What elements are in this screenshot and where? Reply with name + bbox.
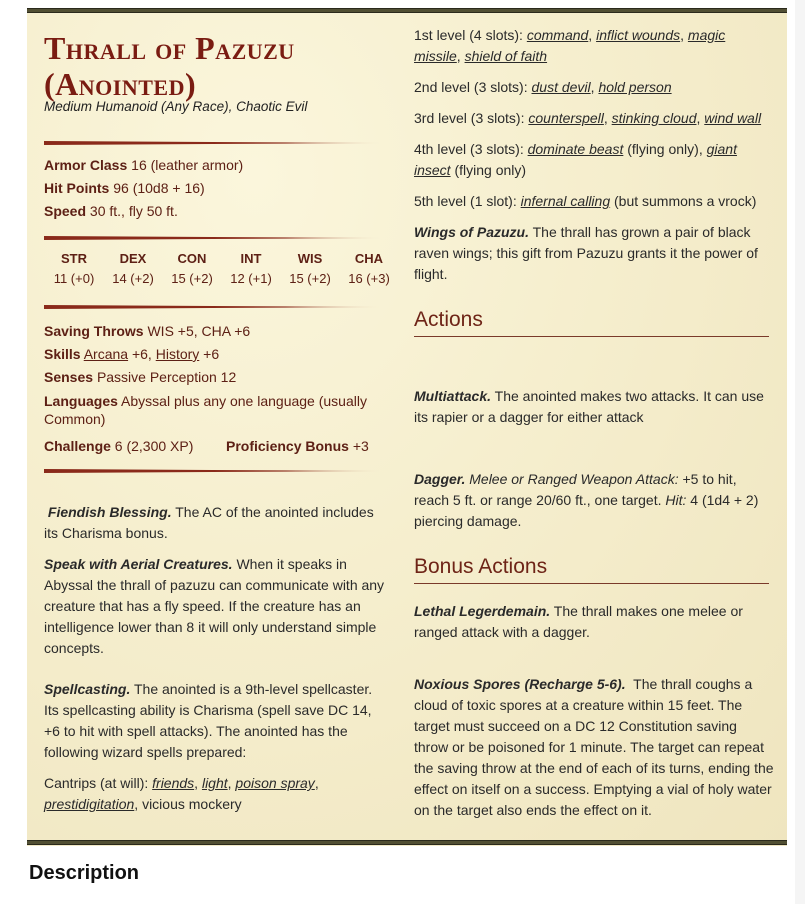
bonus-lethal-legerdemain: Lethal Legerdemain. The thrall makes one melee or ranged attack with a dagger. <box>414 603 743 640</box>
divider-rule <box>44 141 389 145</box>
spell-link[interactable]: infernal calling <box>520 193 611 209</box>
spell-level-4: 4th level (3 slots): dominate beast (flying only), giant insect (flying only) <box>414 141 737 178</box>
spell-link[interactable]: inflict wounds <box>596 27 681 43</box>
speed-line: Speed 30 ft., fly 50 ft. <box>44 203 178 219</box>
spell-link[interactable]: dust devil <box>531 79 591 95</box>
ability-con: CON 15 (+2) <box>171 251 213 286</box>
trait-fiendish-blessing: Fiendish Blessing. The AC of the anointed includes its Charisma bonus. <box>44 504 374 541</box>
spell-link[interactable]: dominate beast <box>527 141 624 157</box>
ability-dex: DEX 14 (+2) <box>112 251 154 286</box>
stat-block-top-border <box>27 8 787 13</box>
spell-link[interactable]: shield of faith <box>464 48 548 64</box>
spell-link[interactable]: wind wall <box>704 110 762 126</box>
senses-line: Senses Passive Perception 12 <box>44 369 237 385</box>
skills-line: Skills Arcana +6, History +6 <box>44 346 220 362</box>
spell-link[interactable]: hold person <box>598 79 672 95</box>
bonus-noxious-spores: Noxious Spores (Recharge 5-6). The thrall coughs a cloud of toxic spores at a creature within 15 feet. The target must succeed on a DC 12 Constitution saving throw or be poisoned for 1 minute. The target can repeat the saving throw at the end of each of its turns, ending the effect on itself on a success. Emptying a vial of holy water on the target also ends the effect on it. <box>414 676 774 818</box>
skill-arcana-link[interactable]: Arcana <box>83 346 129 362</box>
stat-block-bottom-border <box>27 840 787 845</box>
action-multiattack: Multiattack. The anointed makes two attacks. It can use its rapier or a dagger for either attack <box>414 388 764 425</box>
skill-history-link[interactable]: History <box>155 346 200 362</box>
saving-throws-line: Saving Throws WIS +5, CHA +6 <box>44 323 251 339</box>
spell-link[interactable]: magic missile <box>414 27 726 64</box>
spell-link[interactable]: counterspell <box>528 110 604 126</box>
trait-spellcasting: Spellcasting. The anointed is a 9th-level spellcaster. Its spellcasting ability is Charisma (spell save DC 14, +6 to hit with spell attacks). The anointed has the following wizard spells prepared: <box>44 681 373 760</box>
spell-level-5: 5th level (1 slot): infernal calling (but summons a vrock) <box>414 193 757 209</box>
challenge-line: Challenge 6 (2,300 XP) <box>44 438 194 454</box>
spell-link[interactable]: command <box>526 27 589 43</box>
divider-rule <box>44 469 389 473</box>
monster-name: Thrall of Pazuzu (Anointed) <box>44 30 295 102</box>
bonus-actions-heading: Bonus Actions <box>414 555 769 584</box>
spell-level-1: 1st level (4 slots): command, inflict wounds, magic missile, shield of faith <box>414 27 726 64</box>
spell-link[interactable]: light <box>201 775 228 791</box>
ability-str: STR 11 (+0) <box>53 251 95 286</box>
languages-line: Languages Abyssal plus any one language (usually Common) <box>44 393 367 427</box>
stat-block <box>27 8 787 846</box>
spell-link[interactable]: giant insect <box>414 141 737 178</box>
ability-wis: WIS 15 (+2) <box>289 251 331 286</box>
ability-int: INT 12 (+1) <box>230 251 272 286</box>
description-heading: Description <box>29 862 140 884</box>
ability-cha: CHA 16 (+3) <box>348 251 390 286</box>
trait-wings-of-pazuzu: Wings of Pazuzu. The thrall has grown a pair of black raven wings; this gift from Pazuzu grants it the power of flight. <box>414 224 758 282</box>
actions-heading: Actions <box>414 308 769 337</box>
proficiency-bonus-line: Proficiency Bonus +3 <box>226 438 369 454</box>
spell-link[interactable]: friends <box>152 775 195 791</box>
trait-speak-with-aerial-creatures: Speak with Aerial Creatures. When it speaks in Abyssal the thrall of pazuzu can communicate with any creature that has a fly speed. If the creature has an intelligence lower than 8 it will only understand simple concepts. <box>44 556 385 656</box>
monster-type-line: Medium Humanoid (Any Race), Chaotic Evil <box>44 99 308 114</box>
spell-link[interactable]: stinking cloud <box>611 110 697 126</box>
spell-link[interactable]: poison spray <box>235 775 315 791</box>
cantrips-line: Cantrips (at will): friends, light, poison spray, prestidigitation, vicious mockery <box>44 775 319 812</box>
spell-level-2: 2nd level (3 slots): dust devil, hold person <box>414 79 672 95</box>
page-scroll-gutter <box>795 0 805 904</box>
divider-rule <box>44 236 389 240</box>
spell-link[interactable]: prestidigitation <box>44 796 135 812</box>
spell-level-3: 3rd level (3 slots): counterspell, stinking cloud, wind wall <box>414 110 762 126</box>
hit-points-line: Hit Points 96 (10d8 + 16) <box>44 180 205 196</box>
divider-rule <box>44 305 389 309</box>
action-dagger: Dagger. Melee or Ranged Weapon Attack: +5 to hit, reach 5 ft. or range 20/60 ft., one target. Hit: 4 (1d4 + 2) piercing damage. <box>414 471 759 529</box>
armor-class-line: Armor Class 16 (leather armor) <box>44 157 244 173</box>
